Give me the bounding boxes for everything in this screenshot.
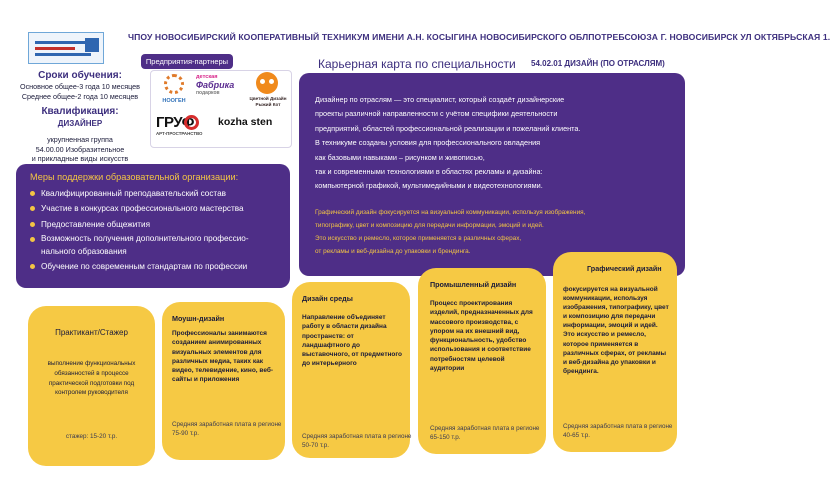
group-line-1: укрупненная группа (47, 135, 113, 144)
card-title: Моушн-дизайн (172, 314, 225, 323)
card-salary: стажер: 15-20 т.р. (65, 433, 118, 440)
specialty-code: 54.02.01 ДИЗАЙН (ПО ОТРАСЛЯМ) (531, 59, 665, 68)
measure-item: Участие в конкурсах профессионального мастерства (30, 201, 280, 216)
career-card-environment-design (292, 282, 410, 458)
partner-logo-ryzhiy-kot: Цветной Дизайн Рыжий Кот (248, 72, 288, 110)
program-info (16, 70, 144, 164)
career-map-title: Карьерная карта по специальности (318, 57, 516, 71)
career-card-industrial-design (418, 268, 546, 454)
career-card-intern (28, 306, 155, 466)
measure-item: Предоставление общежития (30, 217, 280, 232)
terms-line-basic: Основное общее-3 года 10 месяцев (19, 82, 141, 91)
partner-logo-kozha-sten: kozha sten (218, 116, 273, 128)
group-line-3: и прикладные виды искусств (31, 154, 129, 163)
career-card-graphic-design (553, 252, 677, 452)
measure-item: Возможность получения дополнительного профессио- нального образования (30, 232, 280, 259)
terms-heading: Сроки обучения: (38, 70, 122, 81)
qualification-value: ДИЗАЙНЕР (57, 119, 103, 128)
support-measures-title: Меры поддержки образовательной организации: (30, 172, 239, 182)
partner-logo-gruf: ГРУФ АРТ-ПРОСТРАНСТВО (156, 114, 203, 136)
partners-tab: Предприятия-партнеры (141, 54, 233, 69)
measure-item: Квалифицированный преподавательский состав (30, 186, 280, 201)
group-line-2: 54.00.00 Изобразительное (35, 144, 125, 154)
card-body: фокусируется на визуальной коммуникации, используя изображения, типографику, цвет и композицию для передачи информации, эмоций и идей. Это искусство и ремесло, которое применяется в различных сферах, от рекламы и веб-дизайна до упаковки и брендинга. (563, 286, 669, 375)
graphic-design-highlight: Графический дизайн фокусируется на визуальной коммуникации, используя изображения, типографику, цвет и композицию для передачи информации, эмоций и идей. Это искусство и ремесло, которое применяется в различных сферах, от рекламы и веб-дизайна до упаковки и брендинга. (315, 208, 586, 255)
card-title: Дизайн среды (302, 294, 353, 303)
card-title: Практикант/Стажер (55, 328, 128, 337)
college-logo (28, 32, 104, 64)
card-body: Профессионалы занимаются созданием анимированных визуальных элементов для различных медиа, таких как видео, телевидение, кино, веб-сайты и приложения (172, 330, 274, 384)
ring-icon (184, 115, 199, 130)
qualification-heading: Квалификация: (41, 106, 119, 117)
page-header-title: ЧПОУ НОВОСИБИРСКИЙ КООПЕРАТИВНЫЙ ТЕХНИКУМ ИМЕНИ А.Н. КОСЫГИНА НОВОСИБИРСКОГО ОБЛПОТРЕБСОЮЗА Г. НОВОСИБИРСК УЛ ОКТЯБРЬСКАЯ 1. (128, 32, 830, 42)
card-body: Направление объединяет работу в области дизайна пространств: от ландшафтного до выставочного, от предметного до интерьерного (302, 314, 402, 368)
support-measures (16, 164, 290, 288)
career-card-motion-design (162, 302, 285, 460)
card-body: Процесс проектирования изделий, предназначенных для массового производства, с упором на их внешний вид, функциональность, удобство использования и соответствие потребностям целевой аудитории (430, 300, 533, 373)
card-salary: Средняя заработная плата в регионе 40-65 т.р. (563, 423, 673, 439)
description-text: Дизайнер по отраслям — это специалист, который создаёт дизайнерские проекты различной направленности с учётом специфики деятельности предприятий, областей профессиональной реализации и пожеланий клиента. В техникуме созданы условия для профессионального овладения как базовыми навыками – рисунком и живописью, так и современными технологиями в областях рекламы и дизайна: компьютерной графикой, мультимедийными и видеотехнологиями. (315, 95, 581, 191)
specialty-description (299, 73, 685, 276)
cat-icon (256, 72, 278, 94)
card-salary: Средняя заработная плата в регионе 75-90 т.р. (172, 421, 282, 437)
card-title: Промышленный дизайн (430, 280, 517, 289)
partner-logo-noogen: НООГЕН (158, 74, 190, 110)
dots-circle-icon (164, 74, 184, 94)
card-body: выполнение функциональных обязанностей в процессе практической подготовки под контролем руководителя (47, 360, 136, 397)
terms-line-secondary: Среднее общее-2 года 10 месяцев (21, 91, 139, 101)
measure-item: Обучение по современным стандартам по профессии (30, 259, 280, 274)
partner-logo-fabrika: детская Фабрика подарков (196, 74, 235, 96)
card-salary: Средняя заработная плата в регионе 65-150 т.р. (430, 425, 540, 441)
card-salary: Средняя заработная плата в регионе 50-70 т.р. (302, 433, 412, 449)
card-title: Графический дизайн (587, 264, 662, 273)
